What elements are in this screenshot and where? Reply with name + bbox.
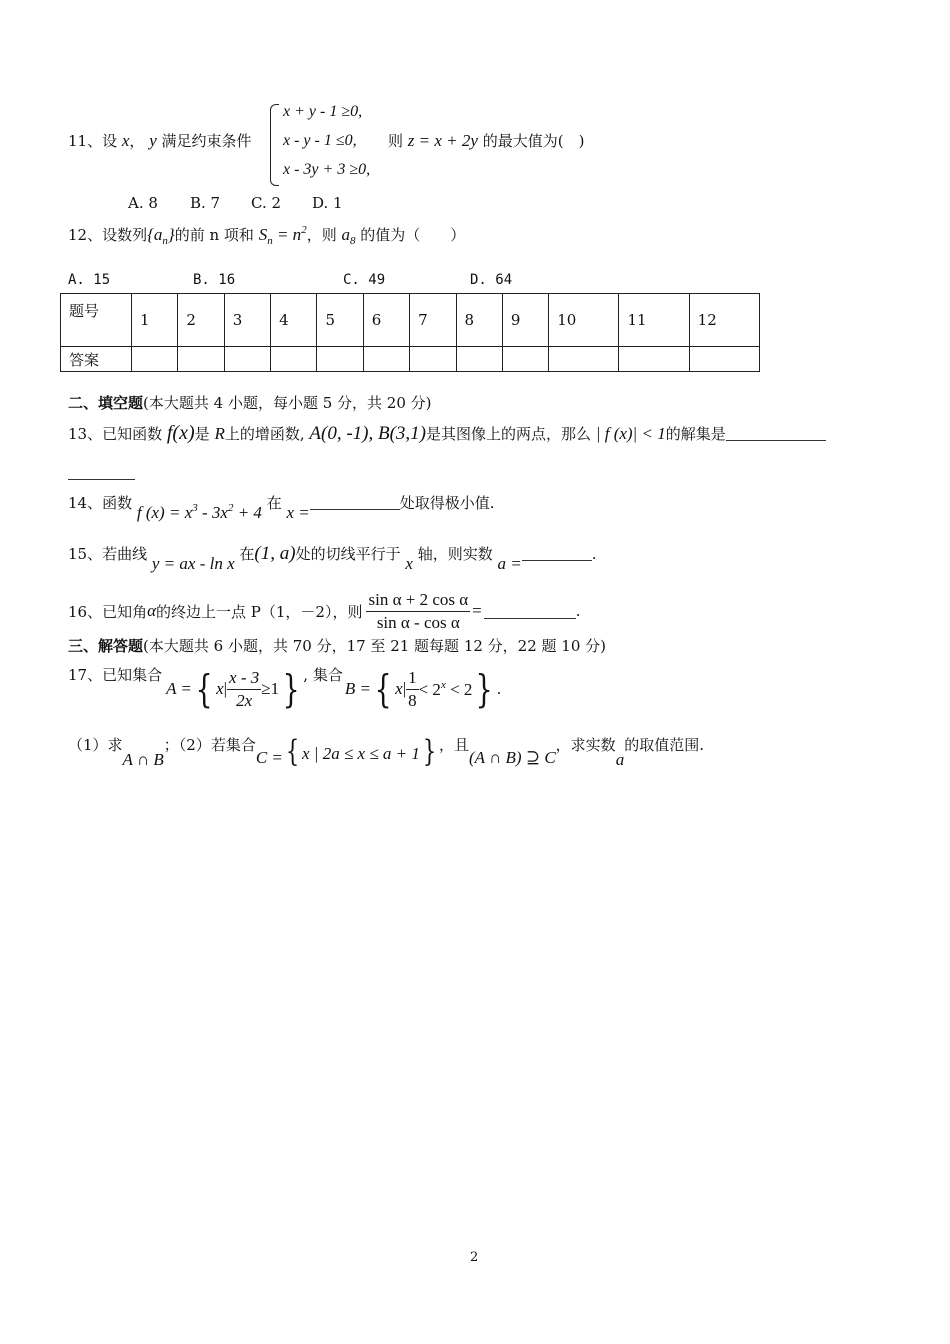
q16-text: 16、已知角 α 的终边上一点 P（1，－2），则 $\frac{\text{sin α + 2 cos α}}{\text{sin α - cos α}}$ = .: [68, 590, 581, 632]
table-col-6: 6: [363, 294, 409, 347]
section-3-heading: 三、解答题(本大题共 6 小题，共 70 分，17 至 21 题每题 12 分，22 题 10 分): [68, 637, 607, 655]
constraint-line-1: x + y - 1 ≥0,: [283, 103, 363, 120]
set-c-right-brace: }: [422, 734, 437, 769]
q12-option-c: C. 49: [343, 272, 386, 288]
answer-cell[interactable]: [410, 347, 456, 372]
q16-fraction: $\frac{\text{sin α + 2 cos α}}{\text{sin α - cos α}}$: [368, 590, 469, 632]
page-number: 2: [470, 1250, 479, 1265]
q11-option-c: C. 2: [251, 194, 282, 212]
table-answer-label: 答案: [61, 347, 132, 372]
q15-text: 15、若曲线 y = ax - ln x 在(1, a)处的切线平行于 x 轴，则实数 a = .: [68, 543, 597, 573]
answer-cell[interactable]: [271, 347, 317, 372]
answer-cell[interactable]: [619, 347, 689, 372]
constraint-line-2: x - y - 1 ≤0,: [283, 132, 357, 149]
set-a-right-brace: }: [282, 667, 300, 711]
answer-cell[interactable]: [178, 347, 224, 372]
q13-answer-blank[interactable]: [726, 426, 826, 441]
set-c-left-brace: {: [285, 734, 300, 769]
q13-text: 13、已知函数 f(x)是 R上的增函数, A(0, -1), B(3,1)是其图像上的两点，那么 | f (x)| < 1的解集是: [68, 422, 826, 445]
table-header-label: 题号: [61, 294, 132, 347]
table-col-4: 4: [271, 294, 317, 347]
q11-option-d: D. 1: [312, 194, 343, 212]
table-col-11: 11: [619, 294, 689, 347]
table-col-12: 12: [689, 294, 759, 347]
set-b-left-brace: {: [374, 667, 392, 711]
section-2-heading: 二、填空题(本大题共 4 小题，每小题 5 分，共 20 分): [68, 394, 432, 412]
q14-answer-blank[interactable]: [310, 495, 400, 510]
q13-answer-blank-cont[interactable]: [68, 479, 135, 480]
q11-text: 11、设 x， y 满足约束条件: [68, 131, 252, 150]
table-col-3: 3: [224, 294, 270, 347]
answer-cell[interactable]: [456, 347, 502, 372]
answer-table: [60, 293, 760, 372]
q15-answer-blank[interactable]: [522, 546, 592, 561]
answer-cell[interactable]: [363, 347, 409, 372]
table-col-7: 7: [410, 294, 456, 347]
answer-cell[interactable]: [317, 347, 363, 372]
q11-tail: 则 z = x + 2y 的最大值为( ): [388, 131, 585, 150]
table-col-5: 5: [317, 294, 363, 347]
table-col-9: 9: [502, 294, 548, 347]
q17-line-1: 17、已知集合 A = { x | $\frac{x - 3}{2x}$ ≥1 } , 集合 B = { x | $\frac{1}{8}$ < $2^x < 2$ } .: [68, 666, 502, 711]
answer-cell[interactable]: [549, 347, 619, 372]
q16-answer-blank[interactable]: [484, 604, 576, 619]
table-col-10: 10: [549, 294, 619, 347]
constraint-line-3: x - 3y + 3 ≥0,: [283, 161, 371, 178]
answer-cell[interactable]: [689, 347, 759, 372]
q12-option-a: A. 15: [68, 272, 111, 288]
q12-option-b: B. 16: [193, 272, 236, 288]
table-col-2: 2: [178, 294, 224, 347]
q12-option-d: D. 64: [470, 272, 513, 288]
answer-cell[interactable]: [502, 347, 548, 372]
constraint-brace: [270, 104, 279, 186]
q11-option-b: B. 7: [190, 194, 221, 212]
set-b-fraction: $\frac{1}{8}$: [408, 667, 417, 710]
set-a-left-brace: {: [195, 667, 213, 711]
set-b-right-brace: }: [476, 667, 493, 711]
table-col-8: 8: [456, 294, 502, 347]
q12-text: 12、设数列$\{a_n\}$的前 n 项和 $S_n = n^2$，则 $a_8$ 的值为（ ）: [68, 224, 466, 247]
q14-text: 14、函数 f $(x) = x^3 - 3x^2 + 4$ 在 x = 处取得极小值.: [68, 494, 495, 522]
table-col-1: 1: [132, 294, 178, 347]
answer-cell[interactable]: [132, 347, 178, 372]
q11-option-a: A. 8: [128, 194, 158, 212]
set-a-fraction: $\frac{x - 3}{2x}$: [229, 667, 260, 710]
q17-line-2: （1）求 A ∩ B ；（2）若集合 C = { x | 2a ≤ x ≤ a + 1 } ，且 (A ∩ B) ⊇ C ，求实数 a 的取值范围.: [68, 734, 704, 769]
answer-cell[interactable]: [224, 347, 270, 372]
